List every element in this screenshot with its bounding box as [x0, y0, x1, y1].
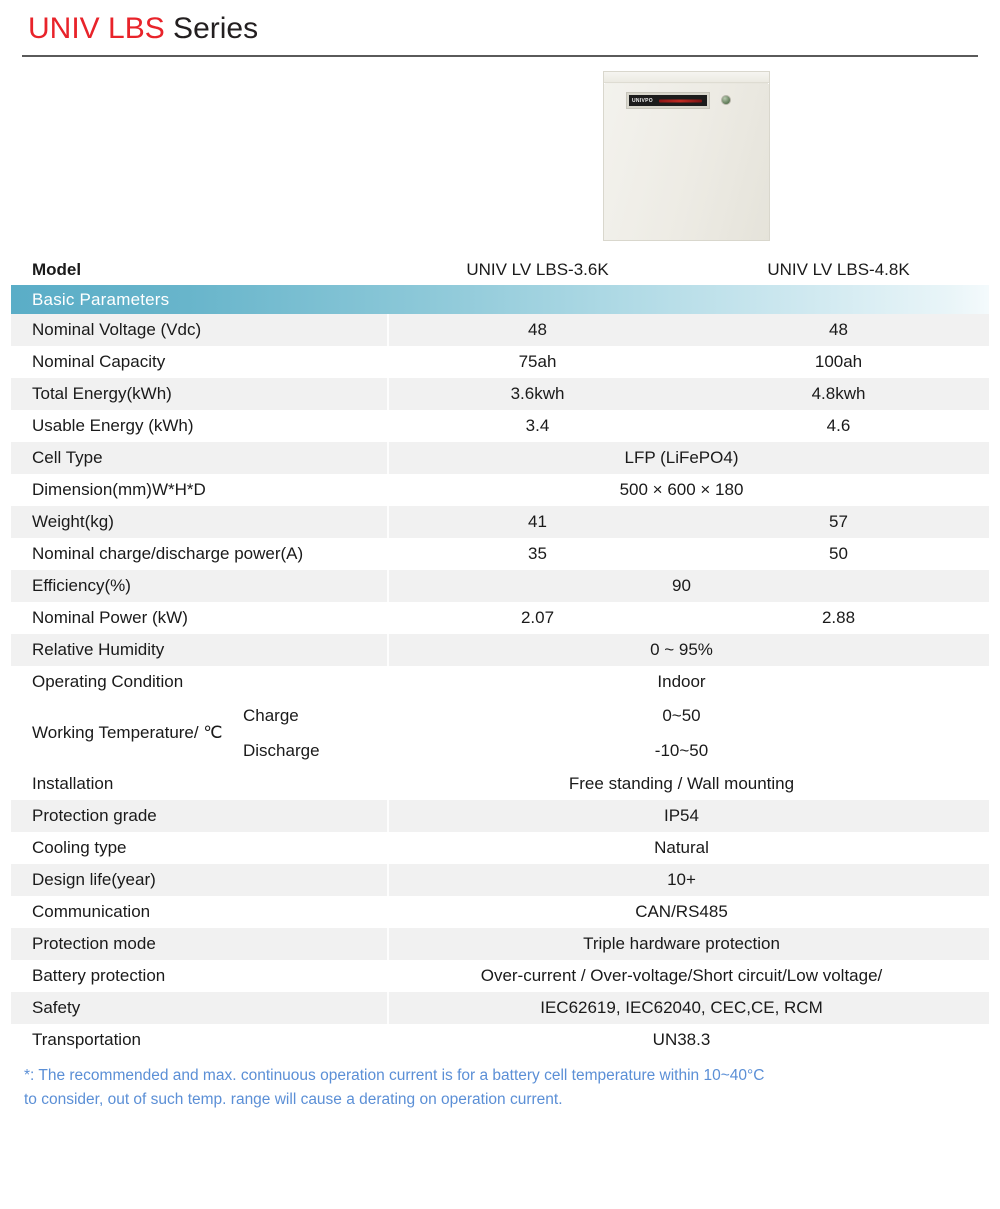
table-body-top	[11, 314, 989, 698]
row-value-model-2: 50	[829, 544, 848, 563]
product-image-area	[0, 57, 1000, 255]
table-row	[11, 506, 989, 538]
device-top-edge	[604, 72, 769, 83]
row-label: Protection mode	[32, 934, 156, 953]
row-value-spanning: UN38.3	[652, 1030, 711, 1049]
working-temperature-label: Working Temperature/ ℃	[32, 723, 223, 742]
row-label: Nominal Capacity	[32, 352, 166, 371]
discharge-label: Discharge	[243, 740, 320, 760]
discharge-value: -10~50	[654, 740, 709, 760]
row-value-spanning: IP54	[664, 806, 699, 825]
column-divider	[387, 896, 389, 928]
row-value-model-1: 3.6kwh	[510, 384, 565, 403]
charge-label: Charge	[243, 705, 299, 725]
table-row	[11, 474, 989, 506]
device-logo: UNIVPO	[632, 97, 653, 104]
row-value-model-2: 2.88	[821, 608, 856, 627]
page-title	[28, 12, 1000, 46]
header-model-2: UNIV LV LBS-4.8K	[767, 260, 910, 279]
product-image	[603, 71, 770, 241]
column-divider	[387, 960, 389, 992]
working-temperature-sublabels	[243, 698, 320, 768]
row-value-spanning: Free standing / Wall mounting	[568, 774, 795, 793]
table-row	[11, 634, 989, 666]
table-row	[11, 410, 989, 442]
working-temperature-label-group	[11, 698, 387, 768]
row-value-spanning: IEC62619, IEC62040, CEC,CE, RCM	[540, 998, 823, 1017]
table-row-working-temperature	[11, 698, 989, 768]
footnote-line-1: *: The recommended and max. continuous operation current is for a battery cell temperature within 10~40°C	[24, 1067, 765, 1084]
table-row	[11, 768, 989, 800]
table-row	[11, 992, 989, 1024]
column-divider	[387, 538, 389, 570]
row-value-model-2: 57	[829, 512, 848, 531]
row-value-model-2: 48	[829, 320, 848, 339]
column-divider	[387, 928, 389, 960]
row-label: Nominal Power (kW)	[32, 608, 188, 627]
column-divider	[387, 1024, 389, 1056]
column-divider	[387, 602, 389, 634]
row-label: Operating Condition	[32, 672, 184, 691]
column-divider	[387, 442, 389, 474]
row-value-model-1: 2.07	[520, 608, 555, 627]
table-row	[11, 570, 989, 602]
row-value-model-1: 35	[528, 544, 547, 563]
table-row	[11, 314, 989, 346]
column-divider	[387, 800, 389, 832]
page-header	[0, 0, 1000, 52]
table-row	[11, 896, 989, 928]
row-label: Cooling type	[32, 838, 127, 857]
column-divider	[387, 864, 389, 896]
row-value-model-2: 100ah	[814, 352, 863, 371]
table-row	[11, 864, 989, 896]
column-divider	[387, 992, 389, 1024]
table-row	[11, 666, 989, 698]
row-value-spanning: LFP (LiFePO4)	[624, 448, 739, 467]
column-divider	[387, 378, 389, 410]
row-label: Transportation	[32, 1030, 141, 1049]
header-label: Model	[32, 260, 82, 279]
section-band-basic-parameters	[11, 285, 989, 314]
row-value-model-2: 4.8kwh	[811, 384, 866, 403]
row-label: Battery protection	[32, 966, 166, 985]
row-value-model-1: 75ah	[518, 352, 557, 371]
table-row	[11, 442, 989, 474]
table-header-row	[11, 255, 989, 285]
device-display-panel	[626, 92, 710, 109]
row-label: Communication	[32, 902, 151, 921]
table-row	[11, 1024, 989, 1056]
row-label: Nominal Voltage (Vdc)	[32, 320, 202, 339]
column-divider	[387, 666, 389, 698]
column-divider	[387, 634, 389, 666]
row-value-spanning: 0 ~ 95%	[650, 640, 713, 659]
column-divider	[387, 768, 389, 800]
row-label: Design life(year)	[32, 870, 156, 889]
led-strip-icon	[659, 99, 702, 102]
table-row	[11, 928, 989, 960]
row-value-model-2: 4.6	[826, 416, 851, 435]
row-label: Weight(kg)	[32, 512, 114, 531]
footnote	[0, 1056, 1000, 1112]
row-label: Safety	[32, 998, 81, 1017]
row-value-spanning: Indoor	[657, 672, 706, 691]
page-title-series: Series	[164, 12, 259, 45]
working-temperature-values	[387, 698, 989, 768]
table-row	[11, 832, 989, 864]
display-screen	[629, 95, 707, 106]
column-divider	[387, 474, 389, 506]
row-value-spanning: 90	[672, 576, 691, 595]
row-value-spanning: Triple hardware protection	[583, 934, 780, 953]
section-band-label: Basic Parameters	[32, 289, 170, 309]
row-label: Total Energy(kWh)	[32, 384, 172, 403]
table-row	[11, 602, 989, 634]
header-model-1: UNIV LV LBS-3.6K	[466, 260, 609, 279]
row-value-model-1: 3.4	[525, 416, 550, 435]
table-row	[11, 378, 989, 410]
row-value-model-1: 48	[528, 320, 547, 339]
row-value-spanning: Over-current / Over-voltage/Short circuit/Low voltage/	[480, 966, 883, 985]
specification-table	[0, 255, 1000, 1056]
row-label: Dimension(mm)W*H*D	[32, 480, 206, 499]
column-divider	[387, 346, 389, 378]
table-row	[11, 960, 989, 992]
column-divider	[387, 506, 389, 538]
status-indicator-icon	[721, 95, 731, 105]
table-body-bottom	[11, 768, 989, 1056]
row-label: Usable Energy (kWh)	[32, 416, 194, 435]
row-label: Efficiency(%)	[32, 576, 131, 595]
column-divider	[387, 570, 389, 602]
table-row	[11, 538, 989, 570]
column-divider	[387, 410, 389, 442]
column-divider	[387, 832, 389, 864]
footnote-line-2: to consider, out of such temp. range will cause a derating on operation current.	[24, 1091, 563, 1108]
row-value-spanning: 10+	[667, 870, 696, 889]
row-label: Installation	[32, 774, 114, 793]
table-row	[11, 800, 989, 832]
charge-value: 0~50	[662, 705, 701, 725]
row-label: Protection grade	[32, 806, 157, 825]
row-value-spanning: Natural	[654, 838, 709, 857]
row-label: Nominal charge/discharge power(A)	[32, 544, 304, 563]
column-divider	[387, 314, 389, 346]
row-value-model-1: 41	[528, 512, 547, 531]
column-divider	[387, 698, 389, 768]
row-value-spanning: 500 × 600 × 180	[619, 480, 744, 499]
page-title-brand: UNIV LBS	[28, 12, 165, 45]
row-label: Relative Humidity	[32, 640, 165, 659]
table-row	[11, 346, 989, 378]
row-label: Cell Type	[32, 448, 103, 467]
row-value-spanning: CAN/RS485	[635, 902, 728, 921]
